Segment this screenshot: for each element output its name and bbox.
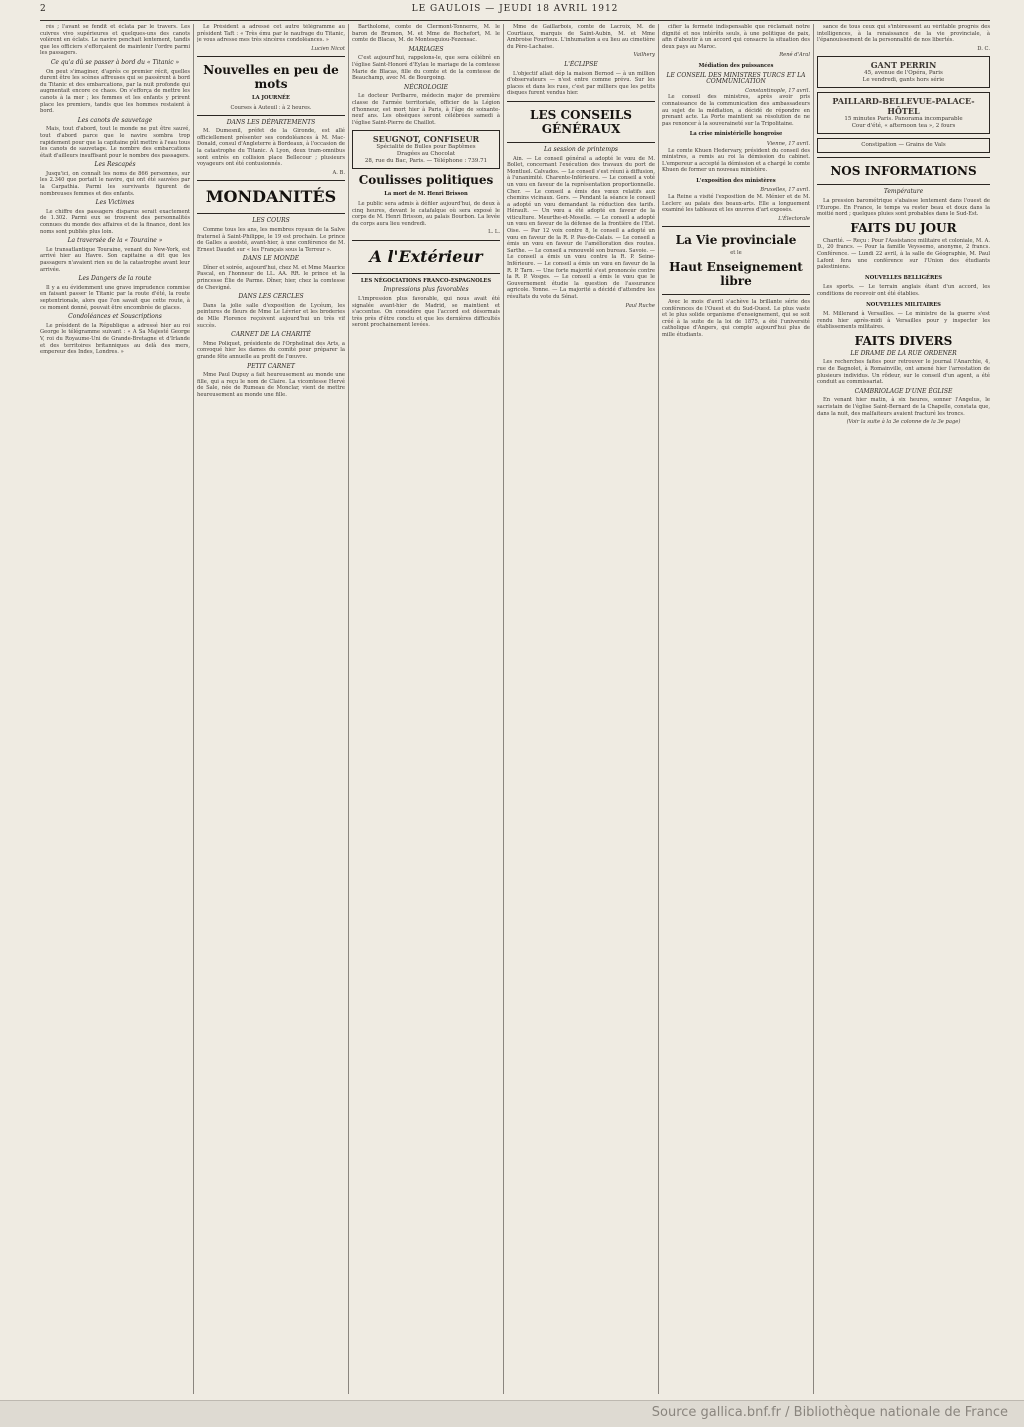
box-subtitle: LA JOURNÉE [252, 95, 290, 102]
article-text: Charité. — Reçu : Pour l'Assistance militaire et coloniale, M. A. D., 20 francs. — Pour la famille Veyssemo, anonyme, 2 francs. Conférence. — Lundi 22 avril, à la salle de Géographie, M. Paul Lafont fera une conférence sur l'Union des étudiants palestiniens. [817, 237, 990, 271]
section-heading: NOUVELLES MILITAIRES [866, 301, 941, 308]
faits-jour-title: FAITS DU JOUR [850, 220, 957, 235]
advertisement [817, 56, 990, 88]
conseils-box [507, 101, 655, 143]
section-heading: L'exposition des ministères [696, 177, 776, 184]
article-text: Jusqu'ici, on connaît les noms de 866 personnes, sur les 2.340 que portait le navire, qui ont été sauvées par la Carpathia. Parmi les survivants figurent de nombreuses femmes et des enfants. [40, 170, 190, 197]
box-subtitle-line: Courses à Auteuil : à 2 heures. [230, 104, 312, 111]
article-text: Le transatlantique Touraine, venant du New-York, est arrivé hier au Havre. Son capitaine a dit que les passagers n'avaient rien su de la catastrophe avant leur arrivée. [40, 246, 190, 273]
source-credit: Source gallica.bnf.fr / Bibliothèque nationale de France [651, 1405, 1008, 1420]
section-heading: Ce qu'a dû se passer à bord du « Titanic » [50, 58, 180, 66]
article-text: Comme tous les ans, les membres royaux de la Salve fraternel à Saint-Philippe, le 19 est prochain. Le prince de Galles a assisté, avant-hier, à une conférence de M. Ernest Daudet sur « les Français sous la Terreur ». [197, 226, 345, 253]
article-text: La pression barométrique s'abaisse lentement dans l'ouest de l'Europe. En France, le temps va rester beau et doux dans la moitié nord ; quelques pluies sont probables dans le Sud-Est. [817, 197, 990, 218]
ad-line: 45, avenue de l'Opéra, Paris [864, 70, 943, 77]
article-text: C'est aujourd'hui, rappelons-le, que sera célébré en l'église Saint-Honoré d'Eylau le mariage de la comtesse Marie de Blacas, fille du comte et de la comtesse de Beauchamp, avec M. de Bourgoing. [352, 55, 500, 82]
section-heading: Les Rescapés [94, 161, 136, 169]
article-text: Le chiffre des passagers disparus serait exactement de 1.302. Parmi eux se trouvent des personnalités connues du monde des affaires et de la finance, dont les noms sont publiés plus loin. [40, 208, 190, 235]
page-header [40, 4, 990, 18]
column-separator [658, 24, 659, 1394]
article-text: Le docteur Perlbarre, médecin major de première classe de l'armée territoriale, officier de la Légion d'honneur, est mort hier à Paris, à l'âge de soixante-neuf ans. Les obsèques seront célébrées samedi à l'église Saint-Pierre de Chaillot. [352, 93, 500, 126]
mondanites-box [197, 180, 345, 214]
dateline: Constantinople, 17 avril. [745, 87, 810, 94]
article-text: Les sports. — Le terrain anglais étant d'un accord, les conditions de recevoir ont été établies. [817, 284, 990, 297]
continued-note: (Voir la suite à la 3e colonne de la 3e page) [846, 419, 961, 426]
signature: Vailhery [633, 52, 655, 59]
signature: L'Électorale [778, 215, 810, 222]
section-heading: Condoléances et Souscriptions [68, 313, 162, 321]
article-text: Le conseil des ministres, après avoir pris connaissance de la communication des ambassadeurs au sujet de la médiation, a décidé de répondre en prenant acte. La Porte maintient sa résolution de ne pas renoncer à la souveraineté sur la Tripolitaine. [662, 94, 810, 127]
news-box [197, 56, 345, 115]
section-heading: DANS LES CERCLES [238, 293, 304, 301]
mondanites-title: MONDANITÉS [205, 187, 337, 207]
ad-line: 28, rue du Bac, Paris. — Téléphone : 739.71 [364, 158, 488, 165]
column-6 [817, 24, 990, 1394]
section-heading: DANS LES DÉPARTEMENTS [226, 118, 316, 126]
ad-line: Cour d'été, « afternoon tea », 2 fours [851, 123, 956, 130]
section-heading: CARNET DE LA CHARITÉ [231, 331, 311, 339]
signature: Lucien Nicot [311, 45, 345, 52]
box-title: Nouvelles en peu de mots [203, 63, 339, 92]
section-heading: MARIAGES [408, 45, 444, 53]
signature: Paul Ruche [625, 302, 655, 309]
masthead: LE GAULOIS — JEUDI 18 AVRIL 1912 [411, 4, 619, 14]
advertisement [817, 92, 990, 134]
dateline: Bruxelles, 17 avril. [760, 187, 810, 194]
signature: A. B. [332, 169, 345, 176]
article-text: cifier la fermeté indispensable que réclamait notre dignité et nos intérêts seuls, à une politique de paix, afin d'aboutir à un accord qui consacre la situation des deux pays au Maroc. [662, 24, 810, 50]
column-5 [662, 24, 810, 1394]
article-text: Les recherches faites pour retrouver le journal l'Anarchie, 4, rue de Bagnolet, à Romainville, ont amené hier l'arrestation de plusieurs individus. Un rôdeur, sur le conseil d'un agent, a été conduit au commissariat. [817, 359, 990, 386]
article-text: L'objectif allait dép la maison Bernod — à un million d'observateurs — n'est entre comme prévu. Sur les places et dans les rues, c'est par milliers que les petits disques furent vendus hier. [507, 70, 655, 97]
section-heading: CAMBRIOLAGE D'UNE ÉGLISE [854, 387, 953, 395]
section-heading: La mort de M. Henri Brisson [384, 191, 468, 198]
article-text: Le comte Khuen Hedervary, président du conseil des ministres, a remis au roi la démission du cabinet. L'empereur a accepté la démission et a chargé le comte Khuen de former un nouveau ministère. [662, 147, 810, 174]
conseils-title: LES CONSEILS GÉNÉRAUX [530, 107, 632, 136]
signature: René d'Aral [779, 52, 810, 59]
section-heading: DANS LE MONDE [242, 255, 300, 263]
section-heading: La crise ministérielle hongroise [689, 131, 783, 138]
column-separator [813, 24, 814, 1394]
section-heading: Température [883, 188, 924, 196]
section-heading: Médiation des puissances [698, 62, 774, 69]
ad-name: GANT PERRIN [870, 60, 937, 71]
article-text: M. Millerand à Versailles. — Le ministre de la guerre s'est rendu hier après-midi à Versailles pour y inspecter les établissements militaires. [817, 311, 990, 331]
section-heading: LES NÉGOCIATIONS FRANCO-ESPAGNOLES [360, 277, 492, 284]
ad-name: PAILLARD-BELLEVUE-PALACE-HÔTEL [832, 96, 975, 117]
ad-line: Constipation — Grains de Vals [861, 142, 946, 149]
provinciale-box [662, 226, 810, 295]
signature: D. C. [977, 45, 990, 52]
article-text: L'impression plus favorable, qui nous avait été signalée avant-hier de Madrid, se maintient et s'accentue. On considère que l'accord est désormais très près d'être conclu et que les dernières difficultés seront prochainement levées. [352, 296, 500, 329]
header-rule [40, 20, 990, 21]
ad-line: Dragées au Chocolat [396, 151, 456, 158]
column-3 [352, 24, 500, 1394]
article-text: Le président de la République a adressé hier au roi George le télégramme suivant : « A Sa Majesté George V, roi du Royaume-Uni de Grande-Bretagne et d'Irlande et des territoires britanniques au delà des mers, empereur des Indes, Londres. » [40, 322, 190, 356]
article-text: Avec le mois d'avril s'achève la brillante série des conférences de l'Ouest et du Sud-Ouest. Le plus vaste et le plus solide organisme d'enseignement, qui se soit créé à la suite de la loi de 1875, a été l'université catholique d'Angers, qui compte aujourd'hui plus de mille étudiants. [662, 299, 810, 338]
provinciale-connector: et le [730, 250, 742, 257]
column-2 [197, 24, 345, 1394]
article-text: Ain. — Le conseil général a adopté le vœu de M. Bollet, concernant l'exécution des travaux du port de Montluel. Calvados. — Le conseil s'est réuni à diffusion, à l'unanimité. Charente-Inférieure. — Le conseil a voté un vœu en faveur de la représentation proportionnelle. Cher. — Le conseil a émis des vœux relatifs aux chemins vicinaux. Gers. — Pendant la séance le conseil a adopté un vœu demandant la réduction des tarifs. Hérault. — Un vœu a été adopté en faveur de la viticulture. Meurthe-et-Moselle. — Le conseil a adopté un vœu en faveur de la défense de la frontière de l'Est. Oise. — Par 12 voix contre 8, le conseil a adopté un vœu en faveur de la R. P. Pas-de-Calais. — Le conseil a émis un vœu en faveur de l'amélioration des routes. Sarthe. — Le conseil a renouvelé son bureau. Savoie. — Le conseil a émis un vœu contre la R. P. Seine-Inférieure. — Le conseil a émis un vœu en faveur de la R. P. Tarn. — Une forte majorité s'est prononcée contre la R. P. Vosges. — Le conseil a émis le vœu que le Gouvernement étudie la question de l'assurance agricole. Yonne. — La majorité a décidé d'attendre les résultats du vote du Sénat. [507, 155, 655, 300]
section-heading: L'ÉCLIPSE [564, 60, 598, 68]
ad-line: Le vendredi, gants hors série [862, 77, 945, 84]
article-text: Dans la jolie salle d'exposition de Lycéum, les peintures de fleurs de Mme Le Lévrier et les broderies de Mlle Florence reçoivent aujourd'hui un très vif succès. [197, 302, 345, 329]
article-text: Dîner et soirée, aujourd'hui, chez M. et Mme Maurice Pascal, en l'honneur de LL. AA. RR. le prince et la princesse Élie de Parme. Dîner, hier, chez la comtesse de Chevigné. [197, 264, 345, 291]
article-text: Le Président a adressé cet autre télégramme au président Taft : « Très ému par le naufrage du Titanic, je vous adresse mes très sincères condoléances. » [197, 24, 345, 44]
faits-divers-title: FAITS DIVERS [854, 333, 953, 348]
section-heading: LE DRAME DE LA RUE ORDENER [850, 349, 957, 357]
infos-title: NOS INFORMATIONS [830, 164, 977, 179]
column-separator [503, 24, 504, 1394]
section-heading: Les canots de sauvetage [77, 116, 153, 124]
article-text: La Reine a visité l'exposition de M. Ménier et de M. Leclerc au palais des beaux-arts. Elle a longuement examiné les tableaux et les œuvres d'art exposés. [662, 194, 810, 214]
column-1 [40, 24, 190, 1394]
advertisement [352, 130, 500, 169]
dateline: Vienne, 17 avril. [766, 140, 810, 147]
article-text: Le public sera admis à défiler aujourd'hui, de deux à cinq heures, devant le catafalque où sera exposé le corps de M. Henri Brisson, au palais Bourbon. La levée du corps aura lieu vendredi. [352, 200, 500, 227]
column-separator [348, 24, 349, 1394]
article-text: On peut s'imaginer, d'après ce premier récit, quelles durent être les scènes affreuses qui se passèrent à bord du Titanic et des embarcations, par la nuit profonde qui augmentait encore ce chaos. On s'efforça de mettre les canots à la mer ; les femmes et les enfants y prirent place les premiers, tandis que les hommes restaient à bord. [40, 68, 190, 115]
section-heading: NOUVELLES BELLIGÉRES [864, 274, 943, 281]
advertisement [817, 138, 990, 153]
infos-box [817, 157, 990, 185]
section-heading: Les Victimes [95, 199, 135, 207]
section-heading: La traversée de la « Touraine » [67, 237, 163, 245]
coulisses-title: Coulisses politiques [358, 173, 494, 188]
article-text: sance de tous ceux qui s'intéressent au véritable progrès des intelligences, à la renaissance de la vie provinciale, à l'épanouissement de la personnalité de nos libertés. [817, 24, 990, 44]
section-heading: La session de printemps [544, 145, 618, 153]
page-number: 2 [40, 4, 47, 14]
article-text: Mme Paul Dupuy a fait heureusement au monde une fille, qui a reçu le nom de Claire. La vicomtesse Hervé de Sale, née de Rumeau de Monclar, vient de mettre heureusement au monde une fille. [197, 372, 345, 398]
article-text: Il y a eu évidemment une grave imprudence commise en faisant passer le Titanic par la route d'été, la route septentrionale, alors que l'on savait que cette route, à ce moment donné, pouvait être encombrée de glaces. [40, 284, 190, 311]
section-heading: Les Dangers de la route [78, 275, 152, 283]
article-text: Mais, tout d'abord, tout le monde ne put être sauvé, tout d'abord parce que le navire sombra trop rapidement pour que la capitaine pût mettre à l'eau tous les canots de sauvetage. Le nombre des embarcations était d'ailleurs insuffisant pour le nombre des passagers. [40, 126, 190, 159]
section-subheading: Impressions plus favorables [383, 286, 469, 294]
column-4 [507, 24, 655, 1394]
article-text: En venant hier matin, à six heures, sonner l'Angelus, le sacristain de l'église Saint-Bernard de la Chapelle, constata que, dans la nuit, des malfaiteurs avaient fracturé les troncs. [817, 397, 990, 417]
ad-line: 15 minutes Paris. Panorama incomparable [844, 116, 963, 123]
section-subheading: LE CONSEIL DES MINISTRES TURCS ET LA COMMUNICATION [666, 71, 806, 86]
article-text: Bartholomé, comte de Clermont-Tonnerre, M. le baron de Brumon, M. et Mme de Rochefort, M. le comte de Blacas, M. de Montesquiou-Fezensac. [352, 24, 500, 44]
exterieur-box [352, 240, 500, 274]
article-text: M. Dumesnil, préfet de la Gironde, est allé officiellement présenter ses condoléances à M. Mac-Donald, consul d'Angleterre à Bordeaux, à l'occasion de la catastrophe du Titanic. A Lyon, deux tram-omnibus sont entrés en collision place Bellecour ; plusieurs voyageurs ont été contusionnés. [197, 128, 345, 168]
article-text: Mme de Gaillarbois, comte de Lacroix, M. de Courtiaux, marquis de Saint-Aubin, M. et Mme Ambroise Fourfoux. L'inhumation a eu lieu au cimetière du Père-Lachaise. [507, 24, 655, 50]
ad-name: SEUGNOT, CONFISEUR [372, 134, 480, 145]
source-footer [0, 1400, 1024, 1427]
article-text: Mme Poliquet, présidente de l'Orphelinat des Arts, a convoqué hier les dames du comité pour préparer la grande fête annuelle au profit de l'œuvre. [197, 340, 345, 360]
exterieur-title: A l'Extérieur [369, 246, 483, 266]
signature: L. L. [488, 229, 500, 236]
column-separator [193, 24, 194, 1394]
provinciale-title: La Vie provinciale [675, 233, 797, 248]
section-heading: NÉCROLOGIE [403, 83, 449, 91]
section-heading: LES COURS [252, 217, 290, 225]
provinciale-title-2: Haut Enseignement libre [669, 260, 803, 289]
article-text: rés ; l'avant se fendit et éclata par le travers. Les cuivres vivo supérieures et quelques-uns des canots volèrent en éclats. Le navire penchait lentement, tandis que les officiers s'efforçaient de maintenir l'ordre parmi les passagers. [40, 24, 190, 57]
section-heading: PETIT CARNET [247, 362, 295, 370]
ad-line: Spécialité de Bulles pour Baptêmes [376, 144, 476, 151]
